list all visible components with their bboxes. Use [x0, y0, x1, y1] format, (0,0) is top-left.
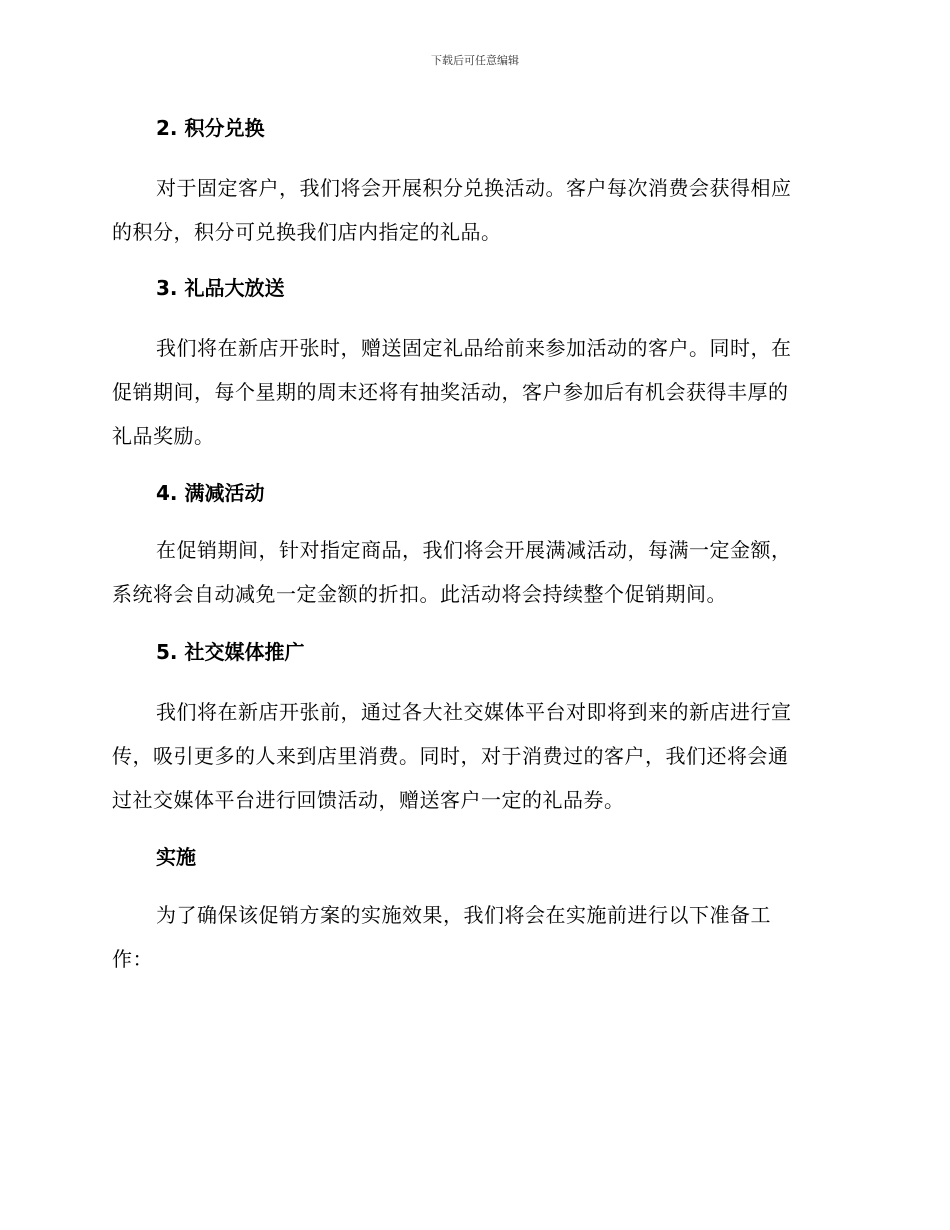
paragraph-line: 我们将在新店开张前，通过各大社交媒体平台对即将到来的新店进行宣: [156, 700, 792, 724]
section-heading: 实施: [156, 845, 196, 869]
section-heading: 4. 满减活动: [156, 481, 265, 505]
section-paragraph: [112, 893, 832, 981]
paragraph-line: 礼品奖励。: [112, 424, 215, 448]
paragraph-line: 作：: [112, 947, 153, 971]
section-paragraph: [112, 690, 832, 822]
section-heading: 2. 积分兑换: [156, 116, 265, 140]
paragraph-line: 过社交媒体平台进行回馈活动，赠送客户一定的礼品券。: [112, 788, 625, 812]
paragraph-line: 系统将会自动减免一定金额的折扣。此活动将会持续整个促销期间。: [112, 582, 727, 606]
paragraph-line: 我们将在新店开张时，赠送固定礼品给前来参加活动的客户。同时，在: [156, 336, 792, 360]
section-paragraph: [112, 326, 832, 458]
paragraph-line: 传，吸引更多的人来到店里消费。同时，对于消费过的客户，我们还将会通: [112, 744, 789, 768]
section-paragraph: [112, 528, 832, 616]
paragraph-line: 在促销期间，针对指定商品，我们将会开展满减活动，每满一定金额，: [156, 538, 792, 562]
paragraph-line: 的积分，积分可兑换我们店内指定的礼品。: [112, 220, 502, 244]
section-heading: 3. 礼品大放送: [156, 276, 285, 300]
header-note: 下载后可任意编辑: [431, 54, 519, 67]
section-heading: 5. 社交媒体推广: [156, 640, 305, 664]
paragraph-line: 对于固定客户，我们将会开展积分兑换活动。客户每次消费会获得相应: [156, 176, 792, 200]
paragraph-line: 为了确保该促销方案的实施效果，我们将会在实施前进行以下准备工: [156, 903, 771, 927]
section-paragraph: [112, 166, 832, 254]
paragraph-line: 促销期间，每个星期的周末还将有抽奖活动，客户参加后有机会获得丰厚的: [112, 380, 789, 404]
